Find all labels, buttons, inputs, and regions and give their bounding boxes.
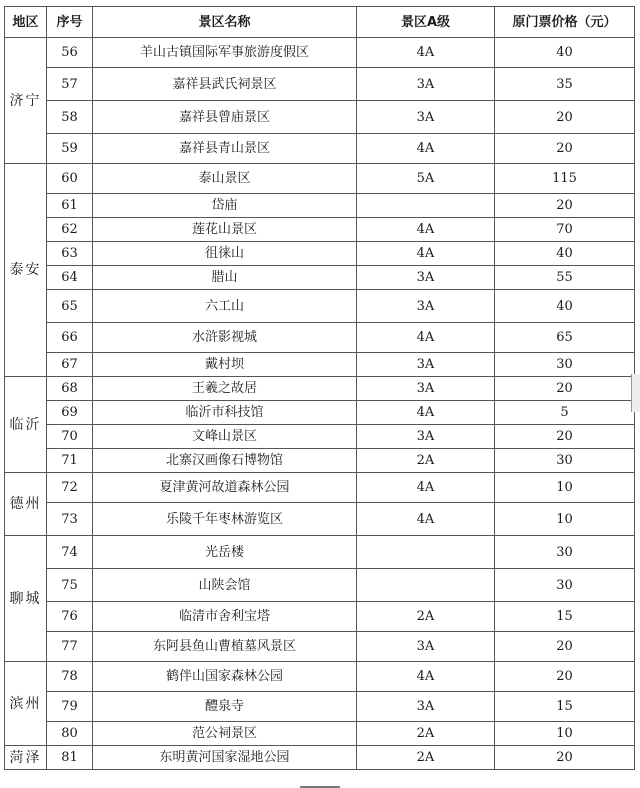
table-row xyxy=(5,38,635,68)
seq-cell: 60 xyxy=(47,164,93,194)
seq-cell: 79 xyxy=(47,692,93,722)
table-row xyxy=(5,242,635,266)
header-price: 原门票价格（元） xyxy=(495,7,635,38)
table-row xyxy=(5,134,635,164)
name-cell: 羊山古镇国际军事旅游度假区 xyxy=(93,38,357,68)
table-row xyxy=(5,323,635,353)
table-row xyxy=(5,164,635,194)
price-cell: 20 xyxy=(495,746,635,770)
price-cell: 65 xyxy=(495,323,635,353)
price-cell: 20 xyxy=(495,101,635,134)
table-row xyxy=(5,692,635,722)
level-cell: 3A xyxy=(357,101,495,134)
seq-cell: 78 xyxy=(47,662,93,692)
name-cell: 范公祠景区 xyxy=(93,722,357,746)
level-cell: 3A xyxy=(357,692,495,722)
table-row xyxy=(5,632,635,662)
seq-cell: 81 xyxy=(47,746,93,770)
name-cell: 莲花山景区 xyxy=(93,218,357,242)
name-cell: 乐陵千年枣林游览区 xyxy=(93,503,357,536)
seq-cell: 59 xyxy=(47,134,93,164)
name-cell: 嘉祥县青山景区 xyxy=(93,134,357,164)
table-row xyxy=(5,377,635,401)
seq-cell: 56 xyxy=(47,38,93,68)
price-cell: 35 xyxy=(495,68,635,101)
price-cell: 15 xyxy=(495,602,635,632)
seq-cell: 62 xyxy=(47,218,93,242)
table-row xyxy=(5,290,635,323)
level-cell: 4A xyxy=(357,134,495,164)
table-row xyxy=(5,218,635,242)
name-cell: 戴村坝 xyxy=(93,353,357,377)
price-cell: 55 xyxy=(495,266,635,290)
level-cell: 2A xyxy=(357,746,495,770)
level-cell: 4A xyxy=(357,242,495,266)
table-row xyxy=(5,194,635,218)
name-cell: 徂徕山 xyxy=(93,242,357,266)
price-cell: 20 xyxy=(495,377,635,401)
header-seq: 序号 xyxy=(47,7,93,38)
table-row xyxy=(5,503,635,536)
table-row xyxy=(5,662,635,692)
region-cell: 济宁 xyxy=(5,38,47,164)
price-cell: 30 xyxy=(495,449,635,473)
level-cell: 3A xyxy=(357,290,495,323)
region-cell: 泰安 xyxy=(5,164,47,377)
name-cell: 光岳楼 xyxy=(93,536,357,569)
seq-cell: 80 xyxy=(47,722,93,746)
scroll-marker xyxy=(631,374,640,412)
seq-cell: 70 xyxy=(47,425,93,449)
name-cell: 东阿县鱼山曹植墓风景区 xyxy=(93,632,357,662)
price-cell: 40 xyxy=(495,290,635,323)
region-cell: 滨州 xyxy=(5,662,47,746)
seq-cell: 71 xyxy=(47,449,93,473)
table-row xyxy=(5,536,635,569)
table-row xyxy=(5,449,635,473)
header-level: 景区A级 xyxy=(357,7,495,38)
region-cell: 德州 xyxy=(5,473,47,536)
name-cell: 临沂市科技馆 xyxy=(93,401,357,425)
table-row xyxy=(5,401,635,425)
price-cell: 15 xyxy=(495,692,635,722)
level-cell: 4A xyxy=(357,473,495,503)
price-cell: 30 xyxy=(495,536,635,569)
price-cell: 20 xyxy=(495,425,635,449)
level-cell: 4A xyxy=(357,38,495,68)
table-row xyxy=(5,68,635,101)
name-cell: 东明黄河国家湿地公园 xyxy=(93,746,357,770)
price-cell: 20 xyxy=(495,632,635,662)
name-cell: 临清市舍利宝塔 xyxy=(93,602,357,632)
table-body xyxy=(5,38,635,770)
seq-cell: 65 xyxy=(47,290,93,323)
level-cell: 4A xyxy=(357,323,495,353)
region-cell: 菏泽 xyxy=(5,746,47,770)
seq-cell: 69 xyxy=(47,401,93,425)
price-cell: 30 xyxy=(495,353,635,377)
level-cell: 3A xyxy=(357,425,495,449)
seq-cell: 64 xyxy=(47,266,93,290)
table-row xyxy=(5,722,635,746)
seq-cell: 75 xyxy=(47,569,93,602)
name-cell: 王羲之故居 xyxy=(93,377,357,401)
price-cell: 5 xyxy=(495,401,635,425)
seq-cell: 73 xyxy=(47,503,93,536)
name-cell: 六工山 xyxy=(93,290,357,323)
level-cell xyxy=(357,194,495,218)
table-row xyxy=(5,101,635,134)
table-header-row xyxy=(5,7,635,38)
level-cell: 4A xyxy=(357,503,495,536)
seq-cell: 68 xyxy=(47,377,93,401)
seq-cell: 77 xyxy=(47,632,93,662)
table-row xyxy=(5,569,635,602)
level-cell: 3A xyxy=(357,377,495,401)
seq-cell: 57 xyxy=(47,68,93,101)
level-cell: 4A xyxy=(357,401,495,425)
price-cell: 20 xyxy=(495,662,635,692)
name-cell: 鹤伴山国家森林公园 xyxy=(93,662,357,692)
header-region: 地区 xyxy=(5,7,47,38)
level-cell: 2A xyxy=(357,449,495,473)
region-cell: 聊城 xyxy=(5,536,47,662)
name-cell: 嘉祥县武氏祠景区 xyxy=(93,68,357,101)
seq-cell: 61 xyxy=(47,194,93,218)
seq-cell: 66 xyxy=(47,323,93,353)
table-row xyxy=(5,425,635,449)
level-cell: 3A xyxy=(357,266,495,290)
price-cell: 40 xyxy=(495,242,635,266)
name-cell: 醴泉寺 xyxy=(93,692,357,722)
level-cell: 3A xyxy=(357,68,495,101)
level-cell: 5A xyxy=(357,164,495,194)
header-name: 景区名称 xyxy=(93,7,357,38)
name-cell: 嘉祥县曾庙景区 xyxy=(93,101,357,134)
table-row xyxy=(5,602,635,632)
ticket-price-table xyxy=(4,6,635,770)
seq-cell: 72 xyxy=(47,473,93,503)
level-cell xyxy=(357,569,495,602)
name-cell: 腊山 xyxy=(93,266,357,290)
price-cell: 30 xyxy=(495,569,635,602)
level-cell: 3A xyxy=(357,632,495,662)
level-cell: 4A xyxy=(357,662,495,692)
seq-cell: 58 xyxy=(47,101,93,134)
name-cell: 水浒影视城 xyxy=(93,323,357,353)
level-cell: 2A xyxy=(357,602,495,632)
region-cell: 临沂 xyxy=(5,377,47,473)
name-cell: 泰山景区 xyxy=(93,164,357,194)
table-row xyxy=(5,746,635,770)
seq-cell: 74 xyxy=(47,536,93,569)
price-cell: 115 xyxy=(495,164,635,194)
name-cell: 文峰山景区 xyxy=(93,425,357,449)
price-cell: 10 xyxy=(495,503,635,536)
level-cell: 4A xyxy=(357,218,495,242)
seq-cell: 67 xyxy=(47,353,93,377)
table-row xyxy=(5,473,635,503)
price-cell: 10 xyxy=(495,473,635,503)
name-cell: 岱庙 xyxy=(93,194,357,218)
price-cell: 20 xyxy=(495,194,635,218)
price-cell: 20 xyxy=(495,134,635,164)
level-cell: 2A xyxy=(357,722,495,746)
price-cell: 40 xyxy=(495,38,635,68)
name-cell: 夏津黄河故道森林公园 xyxy=(93,473,357,503)
price-cell: 10 xyxy=(495,722,635,746)
table-row xyxy=(5,353,635,377)
name-cell: 北寨汉画像石博物馆 xyxy=(93,449,357,473)
seq-cell: 76 xyxy=(47,602,93,632)
price-cell: 70 xyxy=(495,218,635,242)
name-cell: 山陕会馆 xyxy=(93,569,357,602)
table-row xyxy=(5,266,635,290)
seq-cell: 63 xyxy=(47,242,93,266)
level-cell xyxy=(357,536,495,569)
level-cell: 3A xyxy=(357,353,495,377)
